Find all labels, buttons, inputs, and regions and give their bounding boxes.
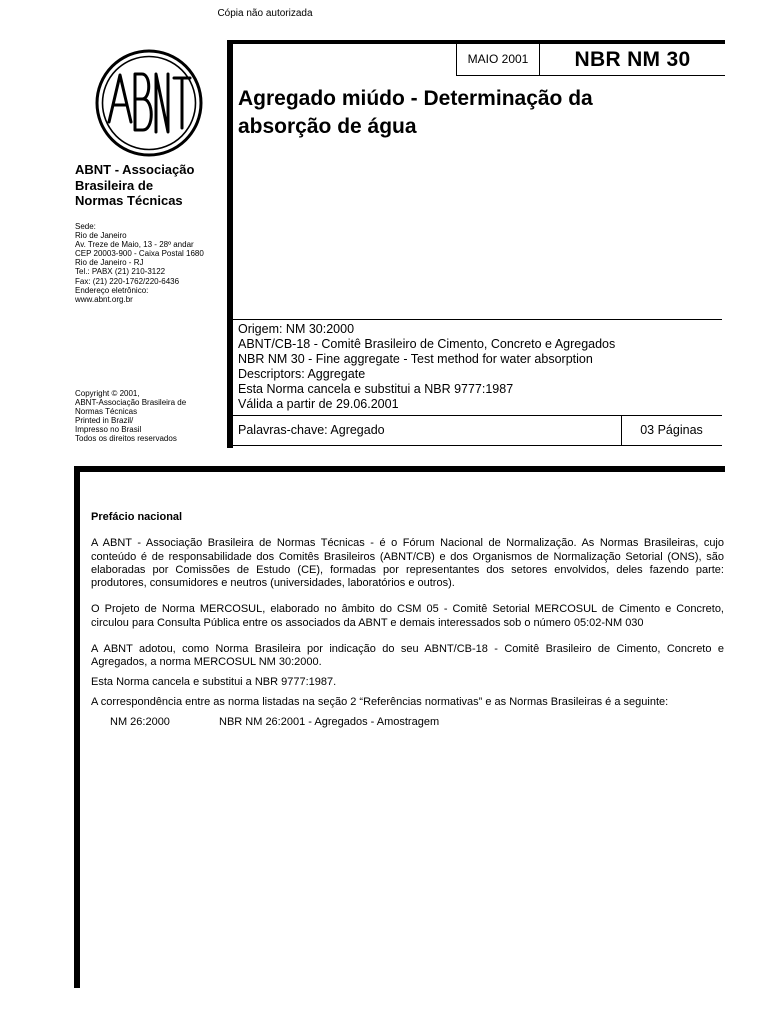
standard-code: NBR NM 30 xyxy=(540,44,725,76)
copyright-line: Printed in Brazil/ xyxy=(75,416,134,426)
preface-section xyxy=(91,511,724,730)
copyright-line: Impresso no Brasil xyxy=(75,425,142,435)
mercosul-standard: NM 26:2000 xyxy=(110,716,170,729)
body-frame-left-bar xyxy=(74,466,80,988)
body-frame-top-bar xyxy=(74,466,725,472)
keywords: Palavras-chave: Agregado xyxy=(238,423,385,437)
address-line: Av. Treze de Maio, 13 - 28º andar xyxy=(75,240,194,250)
address-line: Rio de Janeiro xyxy=(75,231,127,241)
origin-line: Descriptors: Aggregate xyxy=(238,366,366,381)
divider xyxy=(233,415,722,416)
origin-line: Válida a partir de 29.06.2001 xyxy=(238,396,399,411)
document-title-line: absorção de água xyxy=(238,114,417,138)
document-title-line: Agregado miúdo - Determinação da xyxy=(238,87,593,110)
address-line: Rio de Janeiro - RJ xyxy=(75,258,144,268)
publication-date: MAIO 2001 xyxy=(456,44,540,76)
document-title xyxy=(238,85,723,140)
address-line: Sede: xyxy=(75,222,96,231)
page-count: 03 Páginas xyxy=(640,423,703,437)
paragraph: O Projeto de Norma MERCOSUL, elaborado no âmbito do CSM 05 - Comitê Setorial MERCOSUL de Cimento e Concreto, circulou para Consulta Pública entre os associados da ABNT e demais interessados sob o número 05:02-NM 030 xyxy=(91,603,724,629)
header-frame-left-bar xyxy=(227,40,233,448)
copyright-notice xyxy=(75,389,235,444)
copyright-line: ABNT-Associação Brasileira de xyxy=(75,398,187,408)
correspondence-row xyxy=(91,716,724,730)
website-link: www.abnt.org.br xyxy=(75,294,133,304)
divider xyxy=(233,319,722,320)
abnt-logo xyxy=(94,48,204,158)
organization-name-line: Brasileira de xyxy=(75,177,154,193)
organization-name-line: Normas Técnicas xyxy=(75,193,183,208)
copyright-line: Normas Técnicas xyxy=(75,407,138,417)
address-line: Tel.: PABX (21) 210-3122 xyxy=(75,267,166,277)
organization-address xyxy=(75,222,235,304)
origin-line: Esta Norma cancela e substitui a NBR 9777:1987 xyxy=(238,381,514,396)
origin-info xyxy=(238,322,723,411)
paragraph: A ABNT - Associação Brasileira de Normas Técnicas - é o Fórum Nacional de Normalização. As Normas Brasileiras, cujo conteúdo é de responsabilidade dos Comitês Brasileiros (ABNT/CB) e dos Organismos de Normalização Setorial (ONS), são elaboradas por Comissões de Estudo (CE), formadas por representantes dos setores envolvidos, deles fazendo parte: produtores, consumidores e neutros (universidades, laboratórios e outros). xyxy=(91,537,724,590)
organization-name-line: ABNT - Associação xyxy=(75,162,195,177)
section-heading: Prefácio nacional xyxy=(91,511,183,523)
origin-line: ABNT/CB-18 - Comitê Brasileiro de Cimento, Concreto e Agregados xyxy=(238,336,616,351)
origin-line: Origem: NM 30:2000 xyxy=(238,322,355,336)
watermark-text: Cópia não autorizada xyxy=(217,8,313,19)
paragraph: A ABNT adotou, como Norma Brasileira por indicação do seu ABNT/CB-18 - Comitê Brasileiro de Cimento, Concreto e Agregados, a norma MERCOSUL NM 30:2000. xyxy=(91,643,724,669)
address-line: Fax: (21) 220-1762/220-6436 xyxy=(75,276,180,286)
divider xyxy=(233,445,722,446)
organization-name xyxy=(75,162,225,209)
brazilian-standard: NBR NM 26:2001 - Agregados - Amostragem xyxy=(219,716,440,729)
copyright-line: Copyright © 2001, xyxy=(75,389,140,398)
copyright-line: Todos os direitos reservados xyxy=(75,434,177,444)
paragraph: Esta Norma cancela e substitui a NBR 9777:1987. xyxy=(91,676,337,689)
paragraph: A correspondência entre as norma listadas na seção 2 “Referências normativas” e as Normas Brasileiras é a seguinte: xyxy=(91,696,669,709)
origin-line: NBR NM 30 - Fine aggregate - Test method for water absorption xyxy=(238,351,593,366)
address-line: Endereço eletrônico: xyxy=(75,285,149,295)
address-line: CEP 20003-900 - Caixa Postal 1680 xyxy=(75,249,204,259)
